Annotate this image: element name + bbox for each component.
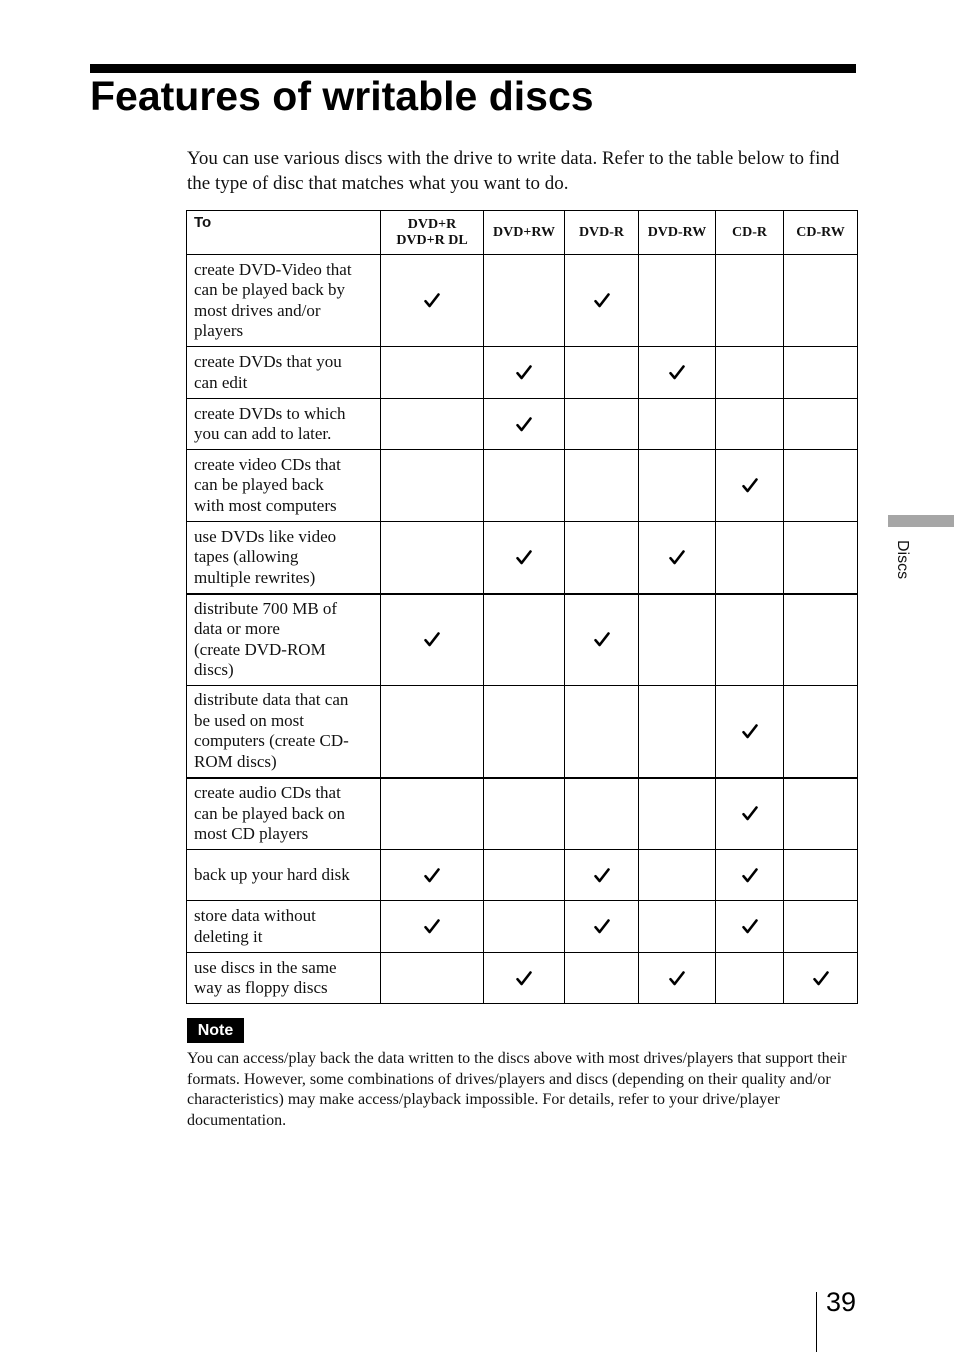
task-cell	[187, 522, 381, 594]
task-text-line: use discs in the same	[194, 957, 337, 977]
mark-cell	[565, 901, 639, 953]
mark-cell	[716, 594, 784, 686]
table-row	[187, 686, 858, 778]
checkmark-icon	[716, 724, 783, 739]
checkmark-icon	[565, 919, 638, 934]
mark-cell	[716, 347, 784, 399]
task-text-line: discs)	[194, 660, 234, 680]
mark-cell	[639, 594, 716, 686]
column-header	[639, 211, 716, 255]
mark-cell	[381, 450, 484, 522]
table-row	[187, 255, 858, 347]
mark-cell	[716, 953, 784, 1004]
table-row	[187, 347, 858, 399]
task-text-line: create audio CDs that	[194, 783, 341, 802]
mark-cell	[639, 522, 716, 594]
column-header-label: DVD-RW	[647, 224, 707, 240]
checkmark-icon	[784, 971, 857, 986]
checkmark-icon	[381, 919, 483, 934]
column-header-label: DVD-R	[578, 224, 625, 240]
column-header-label: DVD+R	[407, 216, 457, 232]
column-header	[784, 211, 858, 255]
task-text-line: you can add to later.	[194, 424, 332, 443]
table-row	[187, 399, 858, 450]
mark-cell	[784, 850, 858, 901]
task-cell	[187, 255, 381, 347]
task-text-line: back up your hard disk	[194, 864, 350, 884]
mark-cell	[381, 399, 484, 450]
column-header-label: CD-RW	[796, 224, 845, 240]
mark-cell	[639, 901, 716, 953]
table-row	[187, 850, 858, 901]
task-text-line: (create DVD-ROM	[194, 639, 326, 659]
task-text-line: players	[194, 321, 244, 340]
task-cell	[187, 953, 381, 1004]
mark-cell	[565, 594, 639, 686]
task-text-line: most drives and/or	[194, 300, 321, 320]
task-text-line: distribute 700 MB of	[194, 598, 338, 618]
checkmark-icon	[639, 550, 715, 565]
mark-cell	[484, 450, 565, 522]
task-cell	[187, 686, 381, 778]
checkmark-icon	[716, 478, 783, 493]
checkmark-icon	[716, 919, 783, 934]
column-header	[716, 211, 784, 255]
mark-cell	[381, 347, 484, 399]
page-number-divider	[816, 1292, 817, 1352]
mark-cell	[565, 255, 639, 347]
task-cell	[187, 347, 381, 399]
checkmark-icon	[639, 971, 715, 986]
mark-cell	[565, 778, 639, 850]
table-row	[187, 901, 858, 953]
page-number: 39	[826, 1287, 857, 1317]
task-cell	[187, 778, 381, 850]
mark-cell	[716, 255, 784, 347]
mark-cell	[484, 953, 565, 1004]
task-cell	[187, 594, 381, 686]
task-text-line: create DVDs to which	[194, 403, 346, 423]
mark-cell	[381, 778, 484, 850]
mark-cell	[639, 850, 716, 901]
mark-cell	[381, 850, 484, 901]
mark-cell	[716, 399, 784, 450]
task-text-line: can be played back by	[194, 280, 346, 299]
page-title: Features of writable discs	[90, 73, 594, 119]
mark-cell	[565, 399, 639, 450]
table-row	[187, 953, 858, 1004]
column-header-label: DVD+R DL	[396, 232, 468, 248]
mark-cell	[565, 953, 639, 1004]
mark-cell	[639, 347, 716, 399]
column-header	[484, 211, 565, 255]
checkmark-icon	[565, 868, 638, 883]
checkmark-icon	[716, 806, 783, 821]
table-row	[187, 594, 858, 686]
mark-cell	[784, 686, 858, 778]
mark-cell	[639, 255, 716, 347]
mark-cell	[784, 594, 858, 686]
column-header	[565, 211, 639, 255]
mark-cell	[784, 347, 858, 399]
task-text-line: create DVD-Video that	[194, 259, 352, 279]
task-text-line: data or more	[194, 619, 280, 639]
checkmark-icon	[484, 550, 564, 565]
mark-cell	[381, 255, 484, 347]
task-text-line: store data without	[194, 906, 316, 925]
task-text-line: distribute data that can	[194, 690, 349, 710]
note-text: You can access/play back the data written to the discs above with most drives/players that support their formats. However, some combinations of drives/players and discs (depending on their quality and/or characteristics) may make access/playback impossible. For details, refer to your drive/player documentation.	[187, 1050, 847, 1130]
mark-cell	[484, 522, 565, 594]
mark-cell	[565, 450, 639, 522]
mark-cell	[381, 953, 484, 1004]
checkmark-icon	[484, 971, 564, 986]
mark-cell	[484, 778, 565, 850]
checkmark-icon	[381, 868, 483, 883]
mark-cell	[784, 255, 858, 347]
mark-cell	[484, 901, 565, 953]
checkmark-icon	[565, 632, 638, 647]
mark-cell	[565, 686, 639, 778]
mark-cell	[484, 399, 565, 450]
mark-cell	[784, 901, 858, 953]
task-cell	[187, 850, 381, 901]
section-tab	[888, 515, 954, 527]
intro-paragraph: You can use various discs with the drive to write data. Refer to the table below to find the type of disc that matches what you want to do.	[187, 148, 840, 194]
task-text-line: ROM discs)	[194, 751, 277, 771]
disc-feature-table	[186, 210, 858, 1004]
mark-cell	[639, 450, 716, 522]
table-row	[187, 778, 858, 850]
task-text-line: create DVDs that you	[194, 352, 342, 371]
task-text-line: multiple rewrites)	[194, 567, 316, 587]
mark-cell	[565, 347, 639, 399]
mark-cell	[484, 850, 565, 901]
task-text-line: can be played back	[194, 475, 324, 495]
checkmark-icon	[565, 293, 638, 308]
task-text-line: use DVDs like video	[194, 526, 337, 546]
table-header-row	[187, 211, 858, 255]
checkmark-icon	[381, 632, 483, 647]
mark-cell	[716, 686, 784, 778]
mark-cell	[484, 594, 565, 686]
task-text-line: computers (create CD-	[194, 731, 349, 751]
mark-cell	[784, 953, 858, 1004]
task-cell	[187, 901, 381, 953]
mark-cell	[381, 686, 484, 778]
mark-cell	[716, 450, 784, 522]
mark-cell	[381, 594, 484, 686]
checkmark-icon	[381, 293, 483, 308]
column-header	[381, 211, 484, 255]
task-text-line: can edit	[194, 372, 248, 392]
mark-cell	[784, 778, 858, 850]
task-text-line: deleting it	[194, 926, 263, 946]
mark-cell	[565, 850, 639, 901]
task-text-line: create video CDs that	[194, 454, 341, 474]
mark-cell	[484, 255, 565, 347]
task-text-line: can be played back on	[194, 803, 346, 823]
column-header-label: CD-R	[732, 224, 767, 240]
mark-cell	[784, 399, 858, 450]
mark-cell	[484, 347, 565, 399]
task-text-line: with most computers	[194, 495, 337, 515]
mark-cell	[484, 686, 565, 778]
mark-cell	[716, 778, 784, 850]
mark-cell	[716, 850, 784, 901]
task-text-line: tapes (allowing	[194, 547, 299, 566]
mark-cell	[565, 522, 639, 594]
task-text-line: way as floppy discs	[194, 978, 328, 997]
mark-cell	[716, 901, 784, 953]
table-row	[187, 522, 858, 594]
header-to: To	[187, 211, 381, 255]
table-row	[187, 450, 858, 522]
mark-cell	[381, 522, 484, 594]
section-tab-label: Discs	[894, 540, 911, 580]
note-label: Note	[187, 1018, 244, 1043]
task-cell	[187, 450, 381, 522]
mark-cell	[639, 953, 716, 1004]
mark-cell	[381, 901, 484, 953]
mark-cell	[639, 686, 716, 778]
mark-cell	[784, 522, 858, 594]
mark-cell	[639, 399, 716, 450]
mark-cell	[784, 450, 858, 522]
mark-cell	[716, 522, 784, 594]
task-cell	[187, 399, 381, 450]
column-header-label: DVD+RW	[493, 224, 555, 240]
task-text-line: most CD players	[194, 824, 309, 843]
checkmark-icon	[639, 365, 715, 380]
task-text-line: be used on most	[194, 710, 305, 730]
mark-cell	[639, 778, 716, 850]
checkmark-icon	[484, 365, 564, 380]
checkmark-icon	[716, 868, 783, 883]
checkmark-icon	[484, 417, 564, 432]
